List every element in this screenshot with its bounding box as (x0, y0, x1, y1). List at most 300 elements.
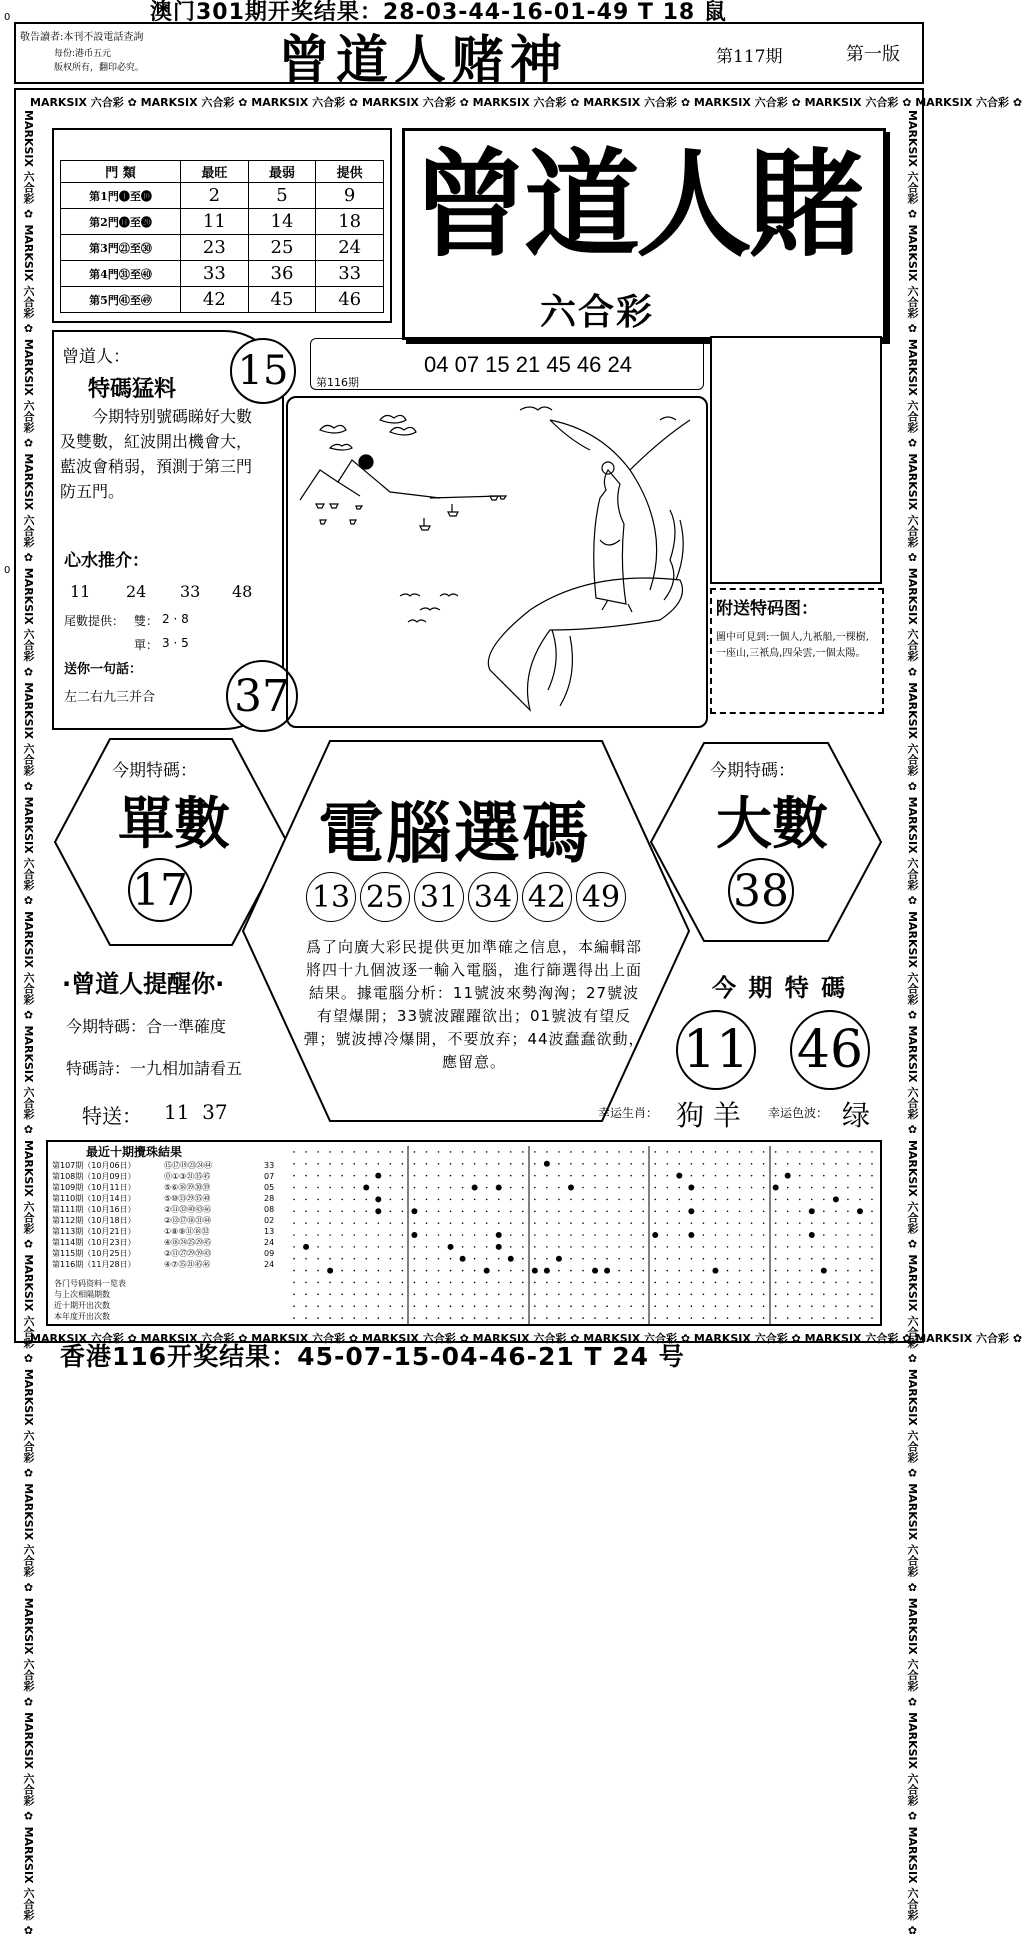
grid-dot (775, 1317, 777, 1319)
grid-dot (375, 1196, 381, 1202)
grid-dot (438, 1210, 440, 1212)
grid-dot (414, 1317, 416, 1319)
door-row-1: 第1門❶至❿ 2 5 9 (61, 183, 384, 209)
grid-dot (365, 1317, 367, 1319)
heart-num-2: 24 (126, 582, 147, 601)
tail-even-label: 雙： (134, 614, 159, 628)
grid-dot (341, 1222, 343, 1224)
computer-ball: 49 (576, 872, 626, 922)
grid-dot (582, 1187, 584, 1189)
grid-dot (293, 1210, 295, 1212)
grid-dot (618, 1175, 620, 1177)
grid-dot (739, 1305, 741, 1307)
grid-dot (558, 1246, 560, 1248)
grid-dot (715, 1199, 717, 1201)
grid-dot (763, 1187, 765, 1189)
grid-dot (787, 1305, 789, 1307)
grid-dot (811, 1270, 813, 1272)
grid-dot (341, 1234, 343, 1236)
grid-dot (534, 1305, 536, 1307)
grid-dot (544, 1268, 550, 1274)
grid-dot (341, 1187, 343, 1189)
grid-dot (305, 1163, 307, 1165)
grid-dot (486, 1305, 488, 1307)
grid-dot (450, 1294, 452, 1296)
grid-dot (787, 1151, 789, 1153)
grid-dot (438, 1282, 440, 1284)
grid-dot (618, 1151, 620, 1153)
grid-dot (486, 1187, 488, 1189)
grid-dot (666, 1222, 668, 1224)
grid-dot (618, 1234, 620, 1236)
grid-dot (402, 1317, 404, 1319)
grid-dot (570, 1151, 572, 1153)
grid-dot (751, 1234, 753, 1236)
grid-dot (642, 1282, 644, 1284)
grid-dot (496, 1185, 502, 1191)
grid-dot (739, 1282, 741, 1284)
grid-dot (510, 1187, 512, 1189)
grid-dot (570, 1270, 572, 1272)
grid-dot (341, 1151, 343, 1153)
grid-dot (498, 1151, 500, 1153)
grid-dot (568, 1185, 574, 1191)
grid-dot (835, 1187, 837, 1189)
grid-dot (703, 1163, 705, 1165)
grid-dot (823, 1305, 825, 1307)
grid-dot (365, 1305, 367, 1307)
grid-dot (666, 1187, 668, 1189)
grid-dot (486, 1246, 488, 1248)
heart-num-3: 33 (180, 582, 201, 601)
grid-dot (510, 1305, 512, 1307)
grid-dot (450, 1305, 452, 1307)
grid-dot (414, 1187, 416, 1189)
grid-dot (486, 1294, 488, 1296)
grid-dot (329, 1222, 331, 1224)
grid-dot (679, 1317, 681, 1319)
grid-dot (462, 1222, 464, 1224)
reminder-line1: 今期特碼：合一準確度 (66, 1017, 227, 1036)
grid-dot (546, 1187, 548, 1189)
grid-dot (811, 1222, 813, 1224)
grid-dot (847, 1317, 849, 1319)
grid-dot (847, 1187, 849, 1189)
grid-dot (414, 1305, 416, 1307)
grid-dot (570, 1246, 572, 1248)
grid-dot (438, 1258, 440, 1260)
grid-dot (799, 1258, 801, 1260)
blank-photo-box (710, 336, 882, 584)
grid-dot (317, 1305, 319, 1307)
grid-dot (329, 1187, 331, 1189)
grid-dot (534, 1163, 536, 1165)
grid-dot (751, 1151, 753, 1153)
grid-dot (402, 1175, 404, 1177)
grid-dot (642, 1175, 644, 1177)
grid-dot (618, 1305, 620, 1307)
grid-dot (799, 1270, 801, 1272)
grid-dot (763, 1163, 765, 1165)
grid-dot (317, 1270, 319, 1272)
grid-dot (329, 1163, 331, 1165)
grid-dot (642, 1187, 644, 1189)
grid-dot (293, 1151, 295, 1153)
grid-dot (799, 1175, 801, 1177)
grid-dot (365, 1294, 367, 1296)
grid-dot (835, 1175, 837, 1177)
grid-dot (763, 1282, 765, 1284)
grid-dot (751, 1163, 753, 1165)
grid-dot (402, 1246, 404, 1248)
grid-dot (679, 1210, 681, 1212)
grid-dot (293, 1282, 295, 1284)
grid-dot (402, 1222, 404, 1224)
grid-dot (739, 1151, 741, 1153)
grid-dot (823, 1151, 825, 1153)
circle-bottom-number: 37 (226, 660, 298, 732)
grid-dot (787, 1282, 789, 1284)
grid-dot (618, 1222, 620, 1224)
reminder-title: ·曾道人提醒你· (62, 970, 225, 998)
grid-dot (414, 1246, 416, 1248)
grid-dot (402, 1270, 404, 1272)
grid-dot (630, 1246, 632, 1248)
grid-dot (871, 1282, 873, 1284)
grid-dot (570, 1317, 572, 1319)
history-row: 第107期（10月06日） ⑮⑰⑲㉓㉔㊹ 33 (52, 1161, 275, 1170)
grid-dot (390, 1175, 392, 1177)
grid-dot (582, 1282, 584, 1284)
grid-dot (558, 1305, 560, 1307)
grid-dot (847, 1305, 849, 1307)
history-title: 最近十期攪珠結果 (86, 1145, 183, 1159)
border-right (902, 110, 920, 1937)
grid-dot (811, 1187, 813, 1189)
grid-dot (365, 1282, 367, 1284)
grid-dot (871, 1258, 873, 1260)
grid-dot (402, 1305, 404, 1307)
grid-dot (679, 1151, 681, 1153)
grid-dot (522, 1258, 524, 1260)
grid-dot (532, 1268, 538, 1274)
grid-dot (871, 1317, 873, 1319)
grid-dot (411, 1232, 417, 1238)
grid-dot (522, 1163, 524, 1165)
grid-dot (799, 1210, 801, 1212)
grid-dot (835, 1151, 837, 1153)
grid-dot (679, 1270, 681, 1272)
grid-dot (751, 1282, 753, 1284)
grid-dot (390, 1163, 392, 1165)
grid-dot (618, 1163, 620, 1165)
grid-dot (715, 1294, 717, 1296)
grid-dot (341, 1210, 343, 1212)
grid-dot (426, 1305, 428, 1307)
grid-dot (739, 1187, 741, 1189)
grid-dot (390, 1282, 392, 1284)
grid-dot (426, 1234, 428, 1236)
bottom-result-banner: 香港116开奖结果：45-07-15-04-46-21 T 24 号 (60, 1342, 685, 1371)
grid-dot (522, 1175, 524, 1177)
grid-dot (582, 1317, 584, 1319)
grid-dot (751, 1270, 753, 1272)
grid-dot (317, 1199, 319, 1201)
grid-dot (450, 1175, 452, 1177)
grid-dot (809, 1208, 815, 1214)
grid-dot (438, 1305, 440, 1307)
grid-dot (606, 1294, 608, 1296)
left-author: 曾道人： (62, 347, 130, 367)
zodiac-value: 狗 羊 (676, 1099, 741, 1132)
grid-dot (727, 1270, 729, 1272)
grid-dot (426, 1210, 428, 1212)
grid-dot (703, 1305, 705, 1307)
grid-dot (751, 1187, 753, 1189)
grid-dot (763, 1294, 765, 1296)
grid-dot (522, 1305, 524, 1307)
grid-dot (293, 1270, 295, 1272)
grid-dot (691, 1317, 693, 1319)
grid-dot (739, 1175, 741, 1177)
grid-dot (811, 1294, 813, 1296)
grid-dot (859, 1305, 861, 1307)
grid-dot (474, 1270, 476, 1272)
grid-dot (390, 1270, 392, 1272)
grid-dot (847, 1270, 849, 1272)
grid-dot (871, 1151, 873, 1153)
computer-ball: 13 (306, 872, 356, 922)
grid-dot (426, 1222, 428, 1224)
grid-dot (534, 1258, 536, 1260)
grid-dot (426, 1317, 428, 1319)
grid-dot (486, 1234, 488, 1236)
grid-dot (474, 1151, 476, 1153)
grid-dot (594, 1234, 596, 1236)
grid-dot (570, 1199, 572, 1201)
grid-dot (859, 1151, 861, 1153)
grid-dot (378, 1163, 380, 1165)
grid-dot (871, 1294, 873, 1296)
grid-dot (654, 1305, 656, 1307)
grid-dot (751, 1294, 753, 1296)
grid-dot (751, 1317, 753, 1319)
history-footer-row: 与上次相隔期数 (54, 1290, 110, 1299)
grid-dot (859, 1294, 861, 1296)
grid-dot (534, 1222, 536, 1224)
circle-top-number: 15 (230, 338, 296, 404)
grid-dot (293, 1175, 295, 1177)
grid-dot (654, 1151, 656, 1153)
grid-dot (329, 1246, 331, 1248)
zodiac-label: 幸运生肖： (598, 1106, 659, 1120)
grid-dot (378, 1246, 380, 1248)
grid-dot (496, 1232, 502, 1238)
grid-dot (510, 1199, 512, 1201)
grid-dot (703, 1210, 705, 1212)
border-text: MARKSIX 六合彩 ✿ MARKSIX 六合彩 ✿ MARKSIX 六合彩 ✿ MARKSIX 六合彩 ✿ MARKSIX 六合彩 ✿ MARKSIX 六合彩 ✿ MARKSIX 六合彩 ✿ MARKSIX 六合彩 ✿ MARKSIX 六合彩 ✿ (30, 96, 1022, 109)
grid-dot (570, 1234, 572, 1236)
grid-dot (546, 1246, 548, 1248)
grid-dot (847, 1294, 849, 1296)
heart-title: 心水推介： (64, 551, 149, 571)
grid-dot (809, 1232, 815, 1238)
grid-dot (426, 1246, 428, 1248)
grid-dot (438, 1151, 440, 1153)
grid-dot (317, 1222, 319, 1224)
grid-dot (546, 1175, 548, 1177)
grid-dot (823, 1246, 825, 1248)
grid-dot (438, 1246, 440, 1248)
history-row: 第113期（10月21日） ①⑧⑨⑪⑱㉜ 13 (52, 1227, 275, 1236)
grid-dot (426, 1151, 428, 1153)
grid-dot (688, 1185, 694, 1191)
grid-dot (691, 1175, 693, 1177)
grid-dot (327, 1268, 333, 1274)
grid-dot (353, 1199, 355, 1201)
grid-dot (341, 1199, 343, 1201)
logo-sub-text: 六合彩 (540, 292, 655, 333)
grid-dot (835, 1234, 837, 1236)
grid-dot (474, 1305, 476, 1307)
grid-dot (375, 1173, 381, 1179)
grid-dot (727, 1246, 729, 1248)
grid-dot (691, 1282, 693, 1284)
grid-dot (498, 1199, 500, 1201)
grid-dot (582, 1151, 584, 1153)
grid-dot (606, 1234, 608, 1236)
grid-dot (438, 1199, 440, 1201)
grid-dot (414, 1151, 416, 1153)
grid-dot (570, 1222, 572, 1224)
grid-dot (691, 1222, 693, 1224)
grid-dot (486, 1210, 488, 1212)
grid-dot (293, 1187, 295, 1189)
history-row: 第111期（10月16日） ②⑪㉜㊵㊸㊻ 08 (52, 1205, 275, 1214)
grid-dot (510, 1294, 512, 1296)
grid-dot (558, 1187, 560, 1189)
grid-dot (666, 1175, 668, 1177)
grid-dot (823, 1317, 825, 1319)
grid-dot (474, 1258, 476, 1260)
grid-dot (570, 1210, 572, 1212)
logo-big-text: 曾道人賭 (412, 137, 860, 273)
bonus-pic-title: 附送特码图： (716, 599, 818, 619)
grid-dot (606, 1282, 608, 1284)
grid-dot (654, 1270, 656, 1272)
prev-issue-numbers: 04 07 15 21 45 46 24 (424, 352, 632, 377)
grid-dot (390, 1187, 392, 1189)
grid-dot (378, 1305, 380, 1307)
grid-dot (484, 1268, 490, 1274)
grid-dot (510, 1151, 512, 1153)
grid-dot (871, 1246, 873, 1248)
grid-dot (630, 1282, 632, 1284)
grid-dot (450, 1210, 452, 1212)
grid-dot (544, 1161, 550, 1167)
grid-dot (353, 1234, 355, 1236)
grid-dot (727, 1317, 729, 1319)
grid-dot (462, 1187, 464, 1189)
grid-dot (811, 1282, 813, 1284)
grid-dot (486, 1199, 488, 1201)
grid-dot (775, 1199, 777, 1201)
tail-odd: 3 · 5 (162, 636, 189, 650)
grid-dot (474, 1234, 476, 1236)
grid-dot (751, 1246, 753, 1248)
grid-dot (341, 1294, 343, 1296)
grid-dot (390, 1258, 392, 1260)
grid-dot (450, 1199, 452, 1201)
grid-dot (823, 1175, 825, 1177)
hex-left-number: 17 (128, 858, 192, 922)
grid-dot (594, 1175, 596, 1177)
prev-issue-label: 第116期 (316, 376, 359, 389)
grid-dot (703, 1234, 705, 1236)
grid-dot (642, 1222, 644, 1224)
grid-dot (375, 1208, 381, 1214)
grid-dot (630, 1222, 632, 1224)
grid-dot (534, 1294, 536, 1296)
grid-dot (474, 1317, 476, 1319)
grid-dot (414, 1282, 416, 1284)
grid-dot (871, 1175, 873, 1177)
grid-dot (353, 1163, 355, 1165)
grid-dot (847, 1234, 849, 1236)
grid-dot (378, 1222, 380, 1224)
grid-dot (642, 1246, 644, 1248)
grid-dot (835, 1270, 837, 1272)
grid-dot (751, 1175, 753, 1177)
grid-dot (522, 1210, 524, 1212)
grid-dot (799, 1199, 801, 1201)
grid-dot (823, 1210, 825, 1212)
grid-dot (390, 1294, 392, 1296)
grid-dot (558, 1282, 560, 1284)
grid-dot (618, 1246, 620, 1248)
grid-dot (847, 1210, 849, 1212)
hex-left-label: 今期特碼： (112, 761, 197, 781)
grid-dot (847, 1175, 849, 1177)
grid-dot (763, 1151, 765, 1153)
grid-dot (799, 1163, 801, 1165)
grid-dot (871, 1199, 873, 1201)
grid-dot (411, 1208, 417, 1214)
grid-dot (378, 1317, 380, 1319)
grid-dot (329, 1294, 331, 1296)
grid-dot (510, 1163, 512, 1165)
grid-dot (570, 1163, 572, 1165)
door-table (60, 160, 384, 313)
grid-dot (462, 1305, 464, 1307)
grid-dot (474, 1246, 476, 1248)
grid-dot (341, 1305, 343, 1307)
grid-dot (763, 1270, 765, 1272)
grid-dot (594, 1282, 596, 1284)
grid-dot (341, 1317, 343, 1319)
grid-dot (474, 1163, 476, 1165)
grid-dot (462, 1294, 464, 1296)
grid-dot (472, 1185, 478, 1191)
grid-dot (679, 1282, 681, 1284)
history-dot-grid (288, 1146, 878, 1324)
grid-dot (857, 1208, 863, 1214)
grid-dot (642, 1210, 644, 1212)
grid-dot (787, 1222, 789, 1224)
edition-label: 第一版 (846, 44, 900, 65)
grid-dot (691, 1199, 693, 1201)
grid-dot (498, 1270, 500, 1272)
